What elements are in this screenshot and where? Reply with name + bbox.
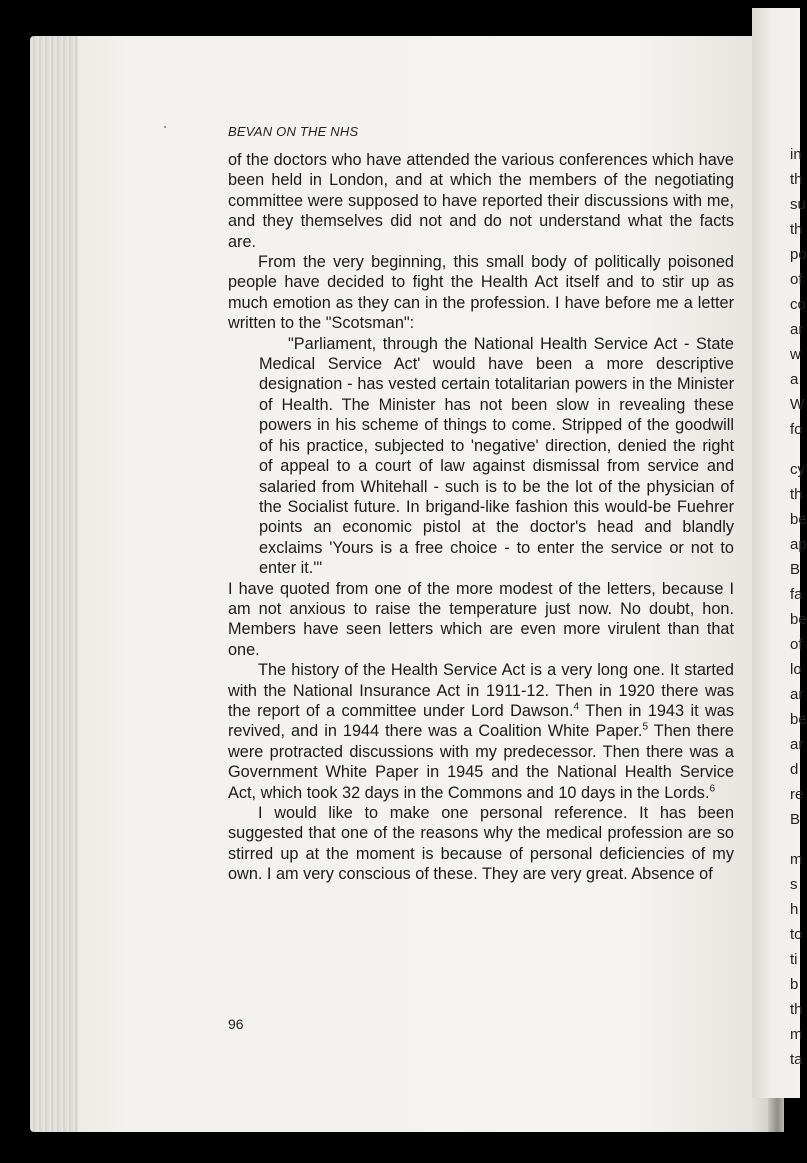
facing-page-fragment: be <box>790 611 807 628</box>
facing-page-fragment: m <box>790 1026 803 1043</box>
facing-page-fragment: ar <box>790 736 804 753</box>
facing-page-fragment: co <box>790 296 806 313</box>
facing-page-fragment: of <box>790 271 803 288</box>
footnote-ref: 4 <box>573 701 580 713</box>
quoted-letter <box>259 334 734 579</box>
facing-page-fragment: ta <box>790 1051 803 1068</box>
facing-page-fragment: be <box>790 711 807 728</box>
facing-page-fragment: ar <box>790 321 804 338</box>
facing-page-fragment: lo <box>790 661 802 678</box>
facing-page-fragment: fo <box>790 421 803 438</box>
facing-page-fragment: be <box>790 511 807 528</box>
facing-page-fragment: to <box>790 926 803 943</box>
paragraph: I would like to make one personal reference. It has been suggested that one of the reasons why the medical profession are so stirred up at the moment is because of personal deficiencies of my own. I am very conscious of these. They are very great. Absence of <box>228 804 734 884</box>
facing-page-fragment: w <box>790 346 801 363</box>
margin-speck <box>164 126 166 128</box>
facing-page-fragment: th <box>790 486 803 503</box>
quoted-letter-text: "Parliament, through the National Health Service Act - State Medical Service Act' would have been a more descriptive designation - has vested certain totalitarian powers in the Minister of Health. The Minister has not been slow in revealing these powers in his scheme of things to come. Stripped of the goodwill of his practice, subjected to 'negative' direction, denied the right of appeal to a court of law against dismissal from service and salaried from Whitehall - such is to be the lot of the physician of the Socialist future. In brigand-like fashion this would-be Fuehrer points an economic pistol at the doctor's head and blandly exclaims 'Yours is a free choice - to enter the service or not to enter it.'" <box>259 334 734 578</box>
facing-page-fragment: in <box>790 146 802 163</box>
facing-page-fragment: ti <box>790 951 798 968</box>
paragraph-with-footnotes <box>228 660 734 803</box>
facing-page-fragment: cy <box>790 461 805 478</box>
facing-page-fragment: h <box>790 901 799 918</box>
paragraph-text: Then in 1943 it was revived, and in 1944 there was a Coalition White Paper. <box>228 701 734 741</box>
footnote-ref: 5 <box>642 721 649 733</box>
page-number: 96 <box>228 1016 244 1032</box>
facing-page-fragment: B <box>790 561 801 578</box>
paragraph-text: Then there were protracted discussions with my predecessor. Then there was a Government White Paper in 1945 and the National Health Service Act, which took 32 days in the Commons and 10 days in the Lords. <box>228 722 734 802</box>
facing-page <box>752 8 807 1098</box>
facing-page-fragment: b <box>790 976 799 993</box>
facing-page-fragment: po <box>790 246 807 263</box>
facing-page-fragment: th <box>790 1001 803 1018</box>
paragraph: I have quoted from one of the more modest of the letters, because I am not anxious to raise the temperature just now. No doubt, hon. Members have seen letters which are even more virulent than that one. <box>228 579 734 659</box>
running-head: BEVAN ON THE NHS <box>228 124 359 139</box>
facing-page-fragment: ap <box>790 536 807 553</box>
facing-page-fragment: of <box>790 636 803 653</box>
footnote-ref: 6 <box>709 783 716 795</box>
facing-page-fragment: ar <box>790 686 804 703</box>
facing-page-fragment: d <box>790 761 799 778</box>
facing-page-fragment: W <box>790 396 805 413</box>
facing-page-fragment: m <box>790 851 803 868</box>
paragraph: From the very beginning, this small body of politically poisoned people have decided to fight the Health Act itself and to stir up as much emotion as they can in the profession. I have before me a letter written to the "Scotsman": <box>228 253 734 333</box>
facing-page-fragment: th <box>790 221 803 238</box>
facing-page-fragment: a <box>790 371 799 388</box>
paragraph: of the doctors who have attended the various conferences which have been held in London, and at which the members of the negotiating committee were supposed to have reported their discussions with me, and they themselves did not and do not understand what the facts are. <box>228 151 734 251</box>
facing-page-fragment: s <box>790 876 798 893</box>
facing-page-fragment: th <box>790 171 803 188</box>
facing-page-fragment: su <box>790 196 806 213</box>
facing-page-fragment: fa <box>790 586 803 603</box>
facing-page-fragment: B <box>790 811 801 828</box>
body-text <box>228 150 734 885</box>
paragraph-text: The history of the Health Service Act is a very long one. It started with the National Insurance Act in 1911-12. Then in 1920 there was the report of a committee under Lord Dawson. <box>228 661 734 720</box>
facing-page-fragment: re <box>790 786 804 803</box>
